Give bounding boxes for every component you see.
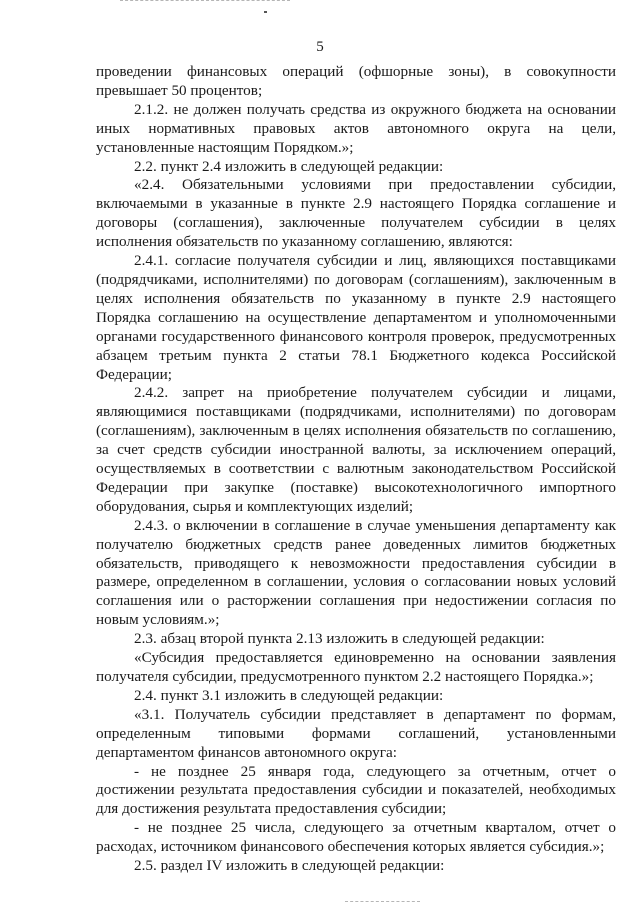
document-body <box>96 63 616 876</box>
paragraph-2-4-item: 2.4. пункт 3.1 изложить в следующей редакции: <box>134 686 444 704</box>
paragraph-2-4: «2.4. Обязательными условиями при предоставлении субсидии, включаемыми в указанные в пункте 2.9 настоящего Порядка соглашение и договоры (соглашения), заключенные получателем субсидии в целях исполнения обязательств по указанному соглашению, являются: <box>96 176 616 251</box>
scan-speck <box>264 11 267 13</box>
scan-edge-artifact-bottom <box>345 901 420 904</box>
paragraph-report-january: - не позднее 25 января года, следующего за отчетным, отчет о достижении результата предоставления субсидии и показателей, необходимых для достижения результата предоставления субсидии; <box>96 762 616 818</box>
paragraph-subsidy-single: «Субсидия предоставляется единовременно на основании заявления получателя субсидии, предусмотренного пунктом 2.2 настоящего Порядка.»; <box>96 649 616 685</box>
paragraph-2-4-3: 2.4.3. о включении в соглашение в случае уменьшения департаменту как получателю бюджетных средств ранее доведенных лимитов бюджетных обязательств, приводящего к невозможности предоставления субсидии в размере, определенном в соглашении, условия о согласовании новых условий соглашения или о расторжении соглашения при недостижении согласия по новым условиям.»; <box>96 516 616 629</box>
paragraph-continuation: проведении финансовых операций (офшорные зоны), в совокупности превышает 50 процентов; <box>96 63 616 99</box>
paragraph-2-1-2: 2.1.2. не должен получать средства из окружного бюджета на основании иных нормативных правовых актов автономного округа на цели, установленные настоящим Порядком.»; <box>96 100 616 156</box>
paragraph-report-quarterly: - не позднее 25 числа, следующего за отчетным кварталом, отчет о расходах, источником финансового обеспечения которых является субсидия.»; <box>96 819 616 856</box>
paragraph-3-1: «3.1. Получатель субсидии представляет в департамент по формам, определенным типовыми формами соглашений, установленными департаментом финансов автономного округа: <box>96 705 616 761</box>
paragraph-2-4-2: 2.4.2. запрет на приобретение получателем субсидии и лицами, являющимися поставщиками (подрядчиками, исполнителями) по договорам (соглашениям), заключенным в целях исполнения обязательств по соглашению, за счет средств субсидии иностранной валюты, за исключением операций, осуществляемых в соответствии с валютным законодательством Российской Федерации при закупке (поставке) высокотехнологичного импортного оборудования, сырья и комплектующих изделий; <box>96 384 616 515</box>
page-number: 5 <box>316 39 324 55</box>
paragraph-2-3: 2.3. абзац второй пункта 2.13 изложить в следующей редакции: <box>134 630 545 648</box>
paragraph-2-4-1: 2.4.1. согласие получателя субсидии и лиц, являющихся поставщиками (подрядчиками, исполнителями) по договорам (соглашениям), заключенным в целях исполнения обязательств по указанному в пункте 2.9 настоящего Порядка соглашению на осуществление департаментом и уполномоченными органами государственного финансового контроля проверок, предусмотренных абзацем третьим пункта 2 статьи 78.1 Бюджетного кодекса Российской Федерации; <box>96 252 616 383</box>
paragraph-2-5: 2.5. раздел IV изложить в следующей редакции: <box>134 857 445 875</box>
paragraph-2-2: 2.2. пункт 2.4 изложить в следующей редакции: <box>134 157 444 175</box>
scan-edge-artifact-top <box>120 0 290 3</box>
